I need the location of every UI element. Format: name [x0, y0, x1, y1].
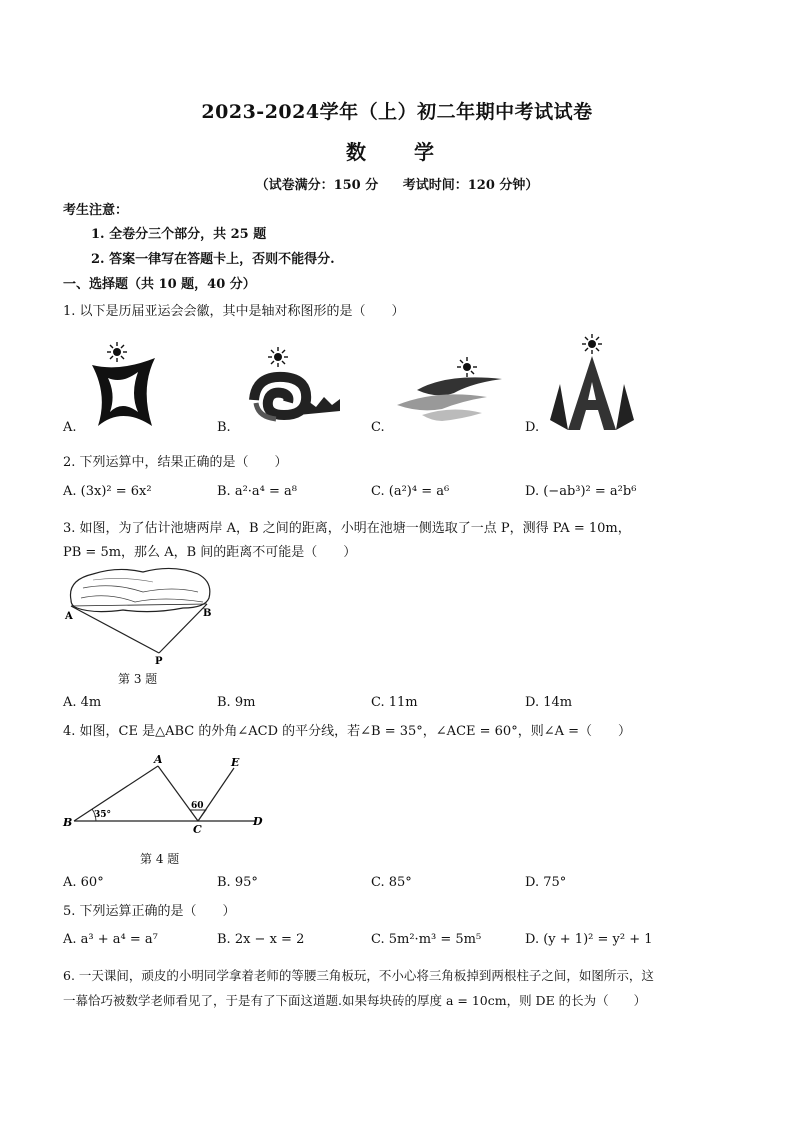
q3-label-p: P: [155, 656, 163, 667]
q4-label-d: D: [253, 815, 263, 828]
q4-label-c: C: [193, 823, 202, 836]
q1-label-a: A.: [63, 420, 77, 435]
q5-option-c: C. 5m²·m³ = 5m⁵: [371, 932, 482, 947]
notice-heading: 考生注意：: [63, 203, 129, 218]
question-2-stem: 2. 下列运算中，结果正确的是（ ）: [63, 455, 288, 470]
q1-label-d: D.: [525, 420, 540, 435]
full-score: （试卷满分：150 分: [255, 178, 379, 193]
q4-option-c: C. 85°: [371, 875, 412, 890]
q3-option-c: C. 11m: [371, 695, 418, 710]
notice-item-1: 1. 全卷分三个部分，共 25 题: [91, 227, 267, 242]
q4-triangle-figure: [60, 752, 275, 840]
sun-icon: [457, 357, 477, 377]
q2-option-c: C. (a²)⁴ = a⁶: [371, 484, 450, 499]
q3-label-b: B: [203, 608, 212, 619]
sun-icon: [582, 334, 602, 354]
q3-caption: 第 3 题: [118, 672, 158, 686]
exam-title: 2023-2024学年（上）初二年期中考试试卷: [201, 101, 593, 123]
sun-icon: [107, 342, 127, 362]
q4-caption: 第 4 题: [140, 852, 180, 866]
q4-angle-c: 60: [191, 801, 204, 811]
q3-option-d: D. 14m: [525, 695, 573, 710]
emblem-c-image: [392, 355, 507, 425]
question-3-stem-line-1: 3. 如图，为了估计池塘两岸 A，B 之间的距离，小明在池塘一侧选取了一点 P，测得 PA = 10m，: [63, 521, 631, 536]
q5-option-b: B. 2x − x = 2: [217, 932, 305, 947]
q4-label-a: A: [154, 753, 163, 766]
sun-icon: [268, 347, 288, 367]
q2-option-d: D. (−ab³)² = a²b⁶: [525, 484, 637, 499]
question-1-stem: 1. 以下是历届亚运会会徽，其中是轴对称图形的是（ ）: [63, 304, 405, 319]
q2-option-a: A. (3x)² = 6x²: [63, 484, 152, 499]
notice-item-2: 2. 答案一律写在答题卡上，否则不能得分.: [91, 252, 335, 267]
q3-label-a: A: [65, 611, 73, 622]
q4-angle-b: 35°: [94, 810, 112, 820]
q3-option-a: A. 4m: [63, 695, 102, 710]
exam-meta: [0, 174, 794, 193]
q3-option-b: B. 9m: [217, 695, 256, 710]
question-4-stem: 4. 如图，CE 是△ABC 的外角∠ACD 的平分线，若∠B = 35°，∠ACE = 60°，则∠A =（ ）: [63, 724, 632, 739]
question-6-stem-line-2: 一幕恰巧被数学老师看见了，于是有了下面这道题.如果每块砖的厚度 a = 10cm，则 DE 的长为（ ）: [63, 993, 647, 1008]
q2-option-b: B. a²·a⁴ = a⁸: [217, 484, 297, 499]
question-5-stem: 5. 下列运算正确的是（ ）: [63, 904, 236, 919]
q5-option-a: A. a³ + a⁴ = a⁷: [63, 932, 158, 947]
question-6-stem-line-1: 6. 一天课间，顽皮的小明同学拿着老师的等腰三角板玩，不小心将三角板掉到两根柱子之间，如图所示，这: [63, 968, 654, 983]
question-3-stem-line-2: PB = 5m，那么 A，B 间的距离不可能是（ ）: [63, 545, 357, 560]
q4-option-d: D. 75°: [525, 875, 567, 890]
q4-option-a: A. 60°: [63, 875, 104, 890]
emblem-a-image: [80, 340, 170, 430]
q1-label-b: B.: [217, 420, 231, 435]
emblem-d-image: [546, 332, 636, 432]
q4-option-b: B. 95°: [217, 875, 258, 890]
q5-option-d: D. (y + 1)² = y² + 1: [525, 932, 653, 947]
q4-label-e: E: [231, 756, 240, 769]
q1-label-c: C.: [371, 420, 385, 435]
q4-label-b: B: [63, 816, 73, 829]
subject-title: 数 学: [346, 140, 448, 164]
q3-pond-figure: [63, 562, 223, 667]
section-heading: 一、选择题（共 10 题，40 分）: [63, 277, 256, 292]
emblem-b-image: [236, 345, 346, 425]
exam-time: 考试时间：120 分钟）: [402, 178, 539, 193]
